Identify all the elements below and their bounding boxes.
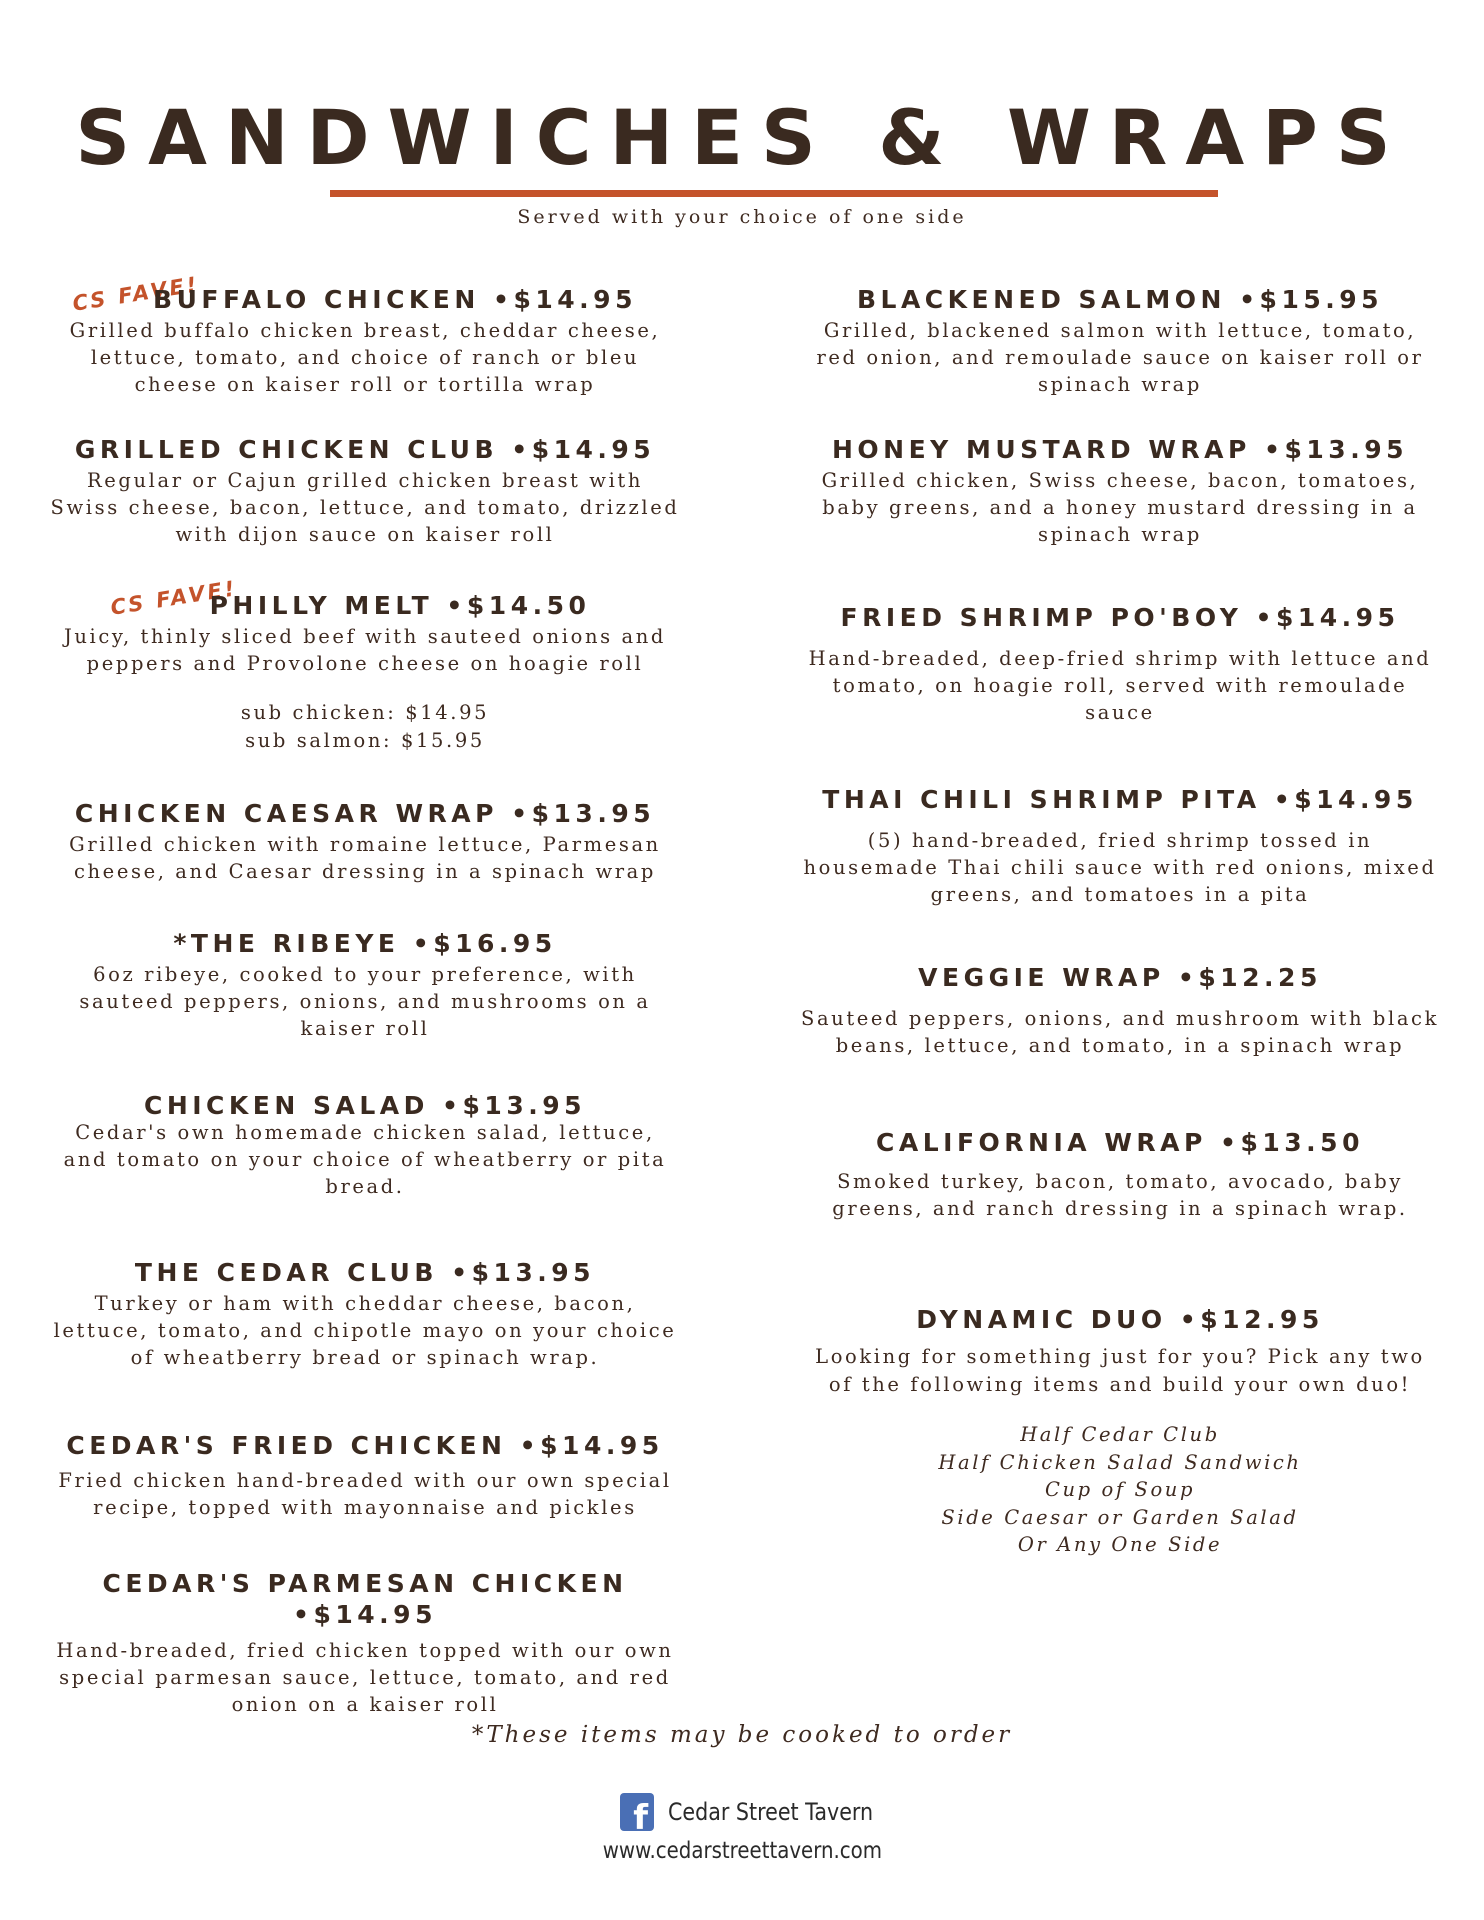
menu-item-title: HONEY MUSTARD WRAP •$13.95 — [832, 435, 1408, 464]
menu-item-title: GRILLED CHICKEN CLUB •$14.95 — [74, 435, 656, 464]
page-title: SANDWICHES & WRAPS — [75, 93, 1409, 182]
menu-item — [790, 1127, 1450, 1222]
menu-item — [40, 928, 690, 1042]
menu-item-title: BLACKENED SALMON •$15.95 — [856, 285, 1384, 314]
cooked-to-order-footnote: *These items may be cooked to order — [471, 1722, 1013, 1748]
menu-item-title: CHICKEN SALAD •$13.95 — [143, 1091, 587, 1120]
menu-item-title: CALIFORNIA WRAP •$13.50 — [876, 1128, 1364, 1157]
menu-item-description: 6oz ribeye, cooked to your preference, with sauteed peppers, onions, and mushrooms on a kaiser roll — [79, 963, 651, 1041]
menu-item-title: DYNAMIC DUO •$12.95 — [916, 1305, 1324, 1334]
duo-option: Half Chicken Salad Sandwich — [938, 1450, 1302, 1474]
menu-item-title: FRIED SHRIMP PO'BOY •$14.95 — [840, 603, 1400, 632]
facebook-icon[interactable]: f — [620, 1793, 654, 1831]
menu-item-title: CEDAR'S FRIED CHICKEN •$14.95 — [66, 1431, 664, 1460]
menu-item-sub-option: sub salmon: $15.95 — [245, 729, 485, 753]
menu-item-title: PHILLY MELT •$14.50 — [209, 591, 591, 620]
facebook-link[interactable] — [620, 1792, 907, 1838]
menu-item-description: Fried chicken hand-breaded with our own special recipe, topped with mayonnaise and pickles — [58, 1469, 672, 1520]
fave-badge: CS FAVE! — [108, 576, 239, 620]
website-url[interactable]: www.cedarstreettavern.com — [602, 1838, 882, 1864]
duo-option: Cup of Soup — [1044, 1478, 1196, 1502]
menu-item-description: (5) hand-breaded, fried shrimp tossed in housemade Thai chili sauce with red onions, mixed greens, and tomatoes in a pita — [803, 829, 1437, 907]
menu-item-title: THAI CHILI SHRIMP PITA •$14.95 — [822, 785, 1418, 814]
menu-item-title: CEDAR'S PARMESAN CHICKEN •$14.95 — [102, 1569, 628, 1630]
menu-item — [790, 602, 1450, 726]
menu-item — [40, 1430, 690, 1521]
menu-item — [790, 784, 1450, 908]
menu-item-description: Smoked turkey, bacon, tomato, avocado, baby greens, and ranch dressing in a spinach wrap. — [832, 1170, 1408, 1221]
menu-item-sub-option: sub chicken: $14.95 — [240, 701, 490, 725]
menu-item — [40, 284, 690, 398]
menu-item — [790, 1304, 1450, 1559]
menu-item — [40, 1568, 690, 1718]
menu-item-title: VEGGIE WRAP •$12.25 — [918, 963, 1322, 992]
menu-item-description: Grilled chicken with romaine lettuce, Parmesan cheese, and Caesar dressing in a spinach wrap — [69, 833, 661, 884]
menu-item — [790, 284, 1450, 398]
menu-item-title: CHICKEN CAESAR WRAP •$13.95 — [74, 799, 656, 828]
menu-item-description: Turkey or ham with cheddar cheese, bacon, lettuce, tomato, and chipotle mayo on your choice of wheatberry bread or spinach wrap. — [53, 1292, 677, 1370]
menu-item-description: Grilled buffalo chicken breast, cheddar cheese, lettuce, tomato, and choice of ranch or bleu cheese on kaiser roll or tortilla wrap — [69, 319, 661, 397]
menu-item — [40, 1257, 690, 1371]
menu-item-description: Hand-breaded, fried chicken topped with our own special parmesan sauce, lettuce, tomato, and red onion on a kaiser roll — [56, 1638, 674, 1716]
menu-item-title: BUFFALO CHICKEN •$14.95 — [153, 285, 637, 314]
menu-item — [40, 1090, 690, 1200]
menu-item — [40, 798, 690, 885]
duo-option: Side Caesar or Garden Salad — [941, 1505, 1299, 1529]
facebook-page-name[interactable]: Cedar Street Tavern — [668, 1798, 874, 1826]
menu-item — [40, 590, 690, 755]
fave-badge: CS FAVE! — [70, 272, 201, 316]
menu-item-description: Grilled chicken, Swiss cheese, bacon, tomatoes, baby greens, and a honey mustard dressing in a spinach wrap — [821, 469, 1419, 547]
menu-item — [790, 962, 1450, 1059]
menu-item-description: Hand-breaded, deep-fried shrimp with lettuce and tomato, on hoagie roll, served with remoulade sauce — [808, 647, 1432, 725]
menu-item-description: Sauteed peppers, onions, and mushroom with black beans, lettuce, and tomato, in a spinach wrap — [800, 1007, 1439, 1058]
duo-option: Or Any One Side — [1017, 1533, 1223, 1557]
duo-option: Half Cedar Club — [1020, 1423, 1220, 1447]
menu-item-description: Cedar's own homemade chicken salad, lettuce, and tomato on your choice of wheatberry or pita bread. — [63, 1121, 667, 1199]
menu-item-description: Looking for something just for you? Pick any two of the following items and build your own duo! — [815, 1345, 1425, 1397]
duo-options-list — [790, 1421, 1450, 1559]
title-underline — [330, 190, 1218, 197]
menu-item-title: *THE RIBEYE •$16.95 — [173, 929, 557, 958]
menu-item-title: THE CEDAR CLUB •$13.95 — [134, 1258, 596, 1287]
menu-item-description: Juicy, thinly sliced beef with sauteed onions and peppers and Provolone cheese on hoagie roll — [63, 625, 667, 676]
page-subtitle: Served with your choice of one side — [517, 206, 967, 228]
menu-item — [790, 434, 1450, 548]
menu-item-description: Grilled, blackened salmon with lettuce, tomato, red onion, and remoulade sauce on kaiser roll or spinach wrap — [816, 319, 1424, 397]
menu-item-description: Regular or Cajun grilled chicken breast with Swiss cheese, bacon, lettuce, and tomato, drizzled with dijon sauce on kaiser roll — [50, 469, 680, 547]
menu-item — [40, 434, 690, 548]
